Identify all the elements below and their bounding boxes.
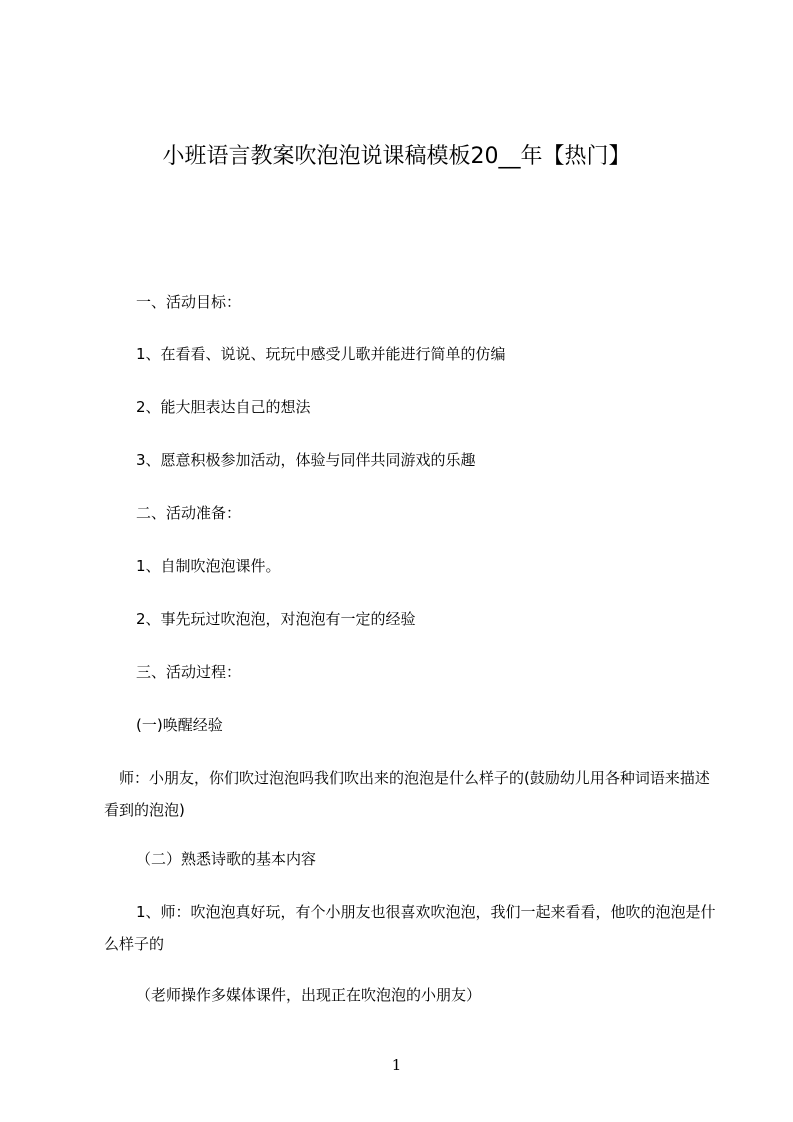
section-heading-preparation: 二、活动准备： — [136, 504, 242, 522]
section-heading-process: 三、活动过程： — [136, 663, 242, 681]
page-title: 小班语言教案吹泡泡说课稿模板20__年【热门】 — [162, 144, 631, 169]
process-step-1-heading: (一)唤醒经验 — [136, 716, 223, 734]
goal-item-1: 1、在看看、说说、玩玩中感受儿歌并能进行简单的仿编 — [136, 345, 506, 363]
preparation-item-2: 2、事先玩过吹泡泡，对泡泡有一定的经验 — [136, 610, 416, 628]
process-note: （老师操作多媒体课件，出现正在吹泡泡的小朋友） — [136, 986, 482, 1004]
goal-item-3: 3、愿意积极参加活动，体验与同伴共同游戏的乐趣 — [136, 451, 476, 469]
section-heading-goals: 一、活动目标： — [136, 293, 242, 311]
process-paragraph-1: 师：小朋友，你们吹过泡泡吗我们吹出来的泡泡是什么样子的(鼓励幼儿用各种词语来描述看到的泡泡) — [104, 769, 710, 819]
preparation-item-1: 1、自制吹泡泡课件。 — [136, 557, 281, 575]
process-step-2-heading: （二）熟悉诗歌的基本内容 — [136, 850, 317, 868]
process-paragraph-2: 1、师：吹泡泡真好玩，有个小朋友也很喜欢吹泡泡，我们一起来看看，他吹的泡泡是什么样子的 — [104, 903, 716, 953]
goal-item-2: 2、能大胆表达自己的想法 — [136, 398, 311, 416]
page-number: 1 — [391, 1056, 402, 1074]
